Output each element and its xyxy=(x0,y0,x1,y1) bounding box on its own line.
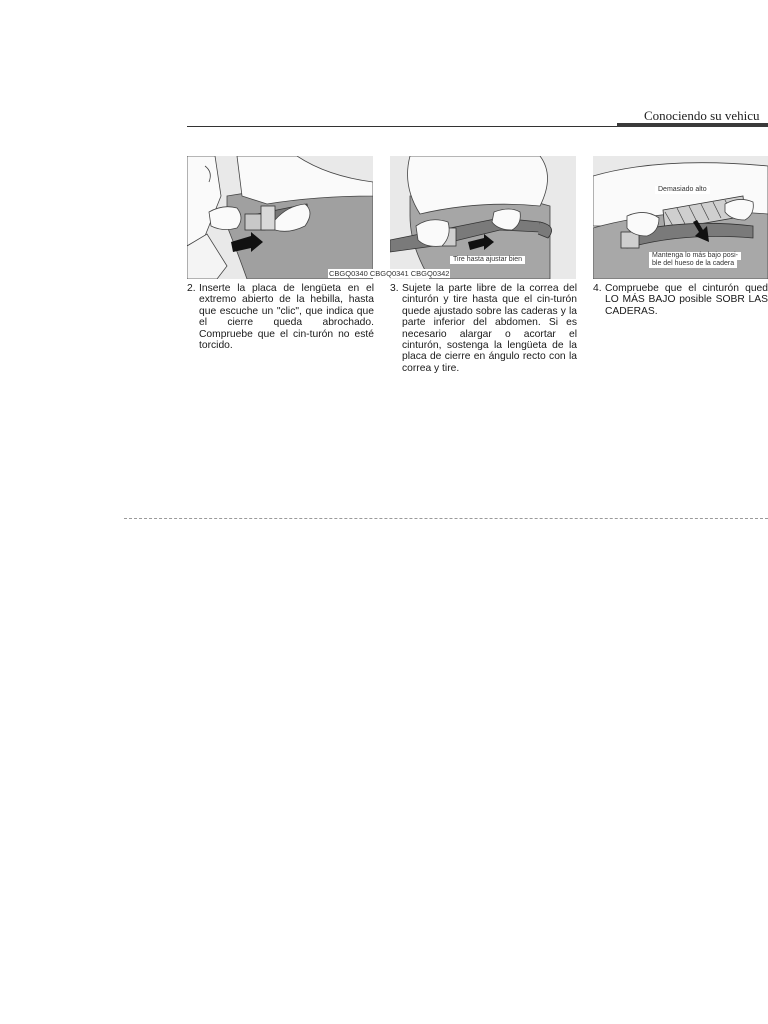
section-header-title: Conociendo su vehicu xyxy=(644,108,760,123)
step-2-number: 2. xyxy=(187,283,196,294)
dashed-separator xyxy=(124,518,768,519)
pull-belt-label: Tire hasta ajustar bien xyxy=(450,256,525,264)
figure-insert-tongue xyxy=(187,156,373,279)
figure-codes: CBGQ0340 CBGQ0341 CBGQ0342 xyxy=(329,269,450,278)
step-4-number: 4. xyxy=(593,283,602,294)
header-rule xyxy=(187,126,617,127)
step-3 xyxy=(390,283,577,374)
keep-low-label-line2: ble del hueso de la cadera xyxy=(649,260,737,268)
figure-belt-position xyxy=(593,156,768,279)
header-bar xyxy=(617,123,768,127)
step-4-text: Compruebe que el cinturón qued LO MÁS BAJO posible SOBR LAS CADERAS. xyxy=(605,283,768,317)
step-2-text: Inserte la placa de lengüeta en el extremo abierto de la hebilla, hasta que escuche un "clic", que indica que el cierre queda abrochado. Compruebe que el cin-turón no esté torcido. xyxy=(199,283,374,352)
keep-low-label-line1: Mantenga lo más bajo posi- xyxy=(649,252,741,260)
step-2 xyxy=(187,283,374,351)
insert-tongue-illustration xyxy=(187,156,373,279)
step-3-text: Sujete la parte libre de la correa del cinturón y tire hasta que el cin-turón quede ajustado sobre las caderas y la parte inferior del abdomen. Si es necesario alargar o acortar el cinturón, sostenga la lengüeta de la placa de cierre en ángulo recto con la correa y tire. xyxy=(402,283,577,374)
too-high-label: Demasiado alto xyxy=(655,186,710,194)
step-4 xyxy=(593,283,768,317)
step-3-number: 3. xyxy=(390,283,399,294)
figure-pull-belt xyxy=(390,156,576,279)
